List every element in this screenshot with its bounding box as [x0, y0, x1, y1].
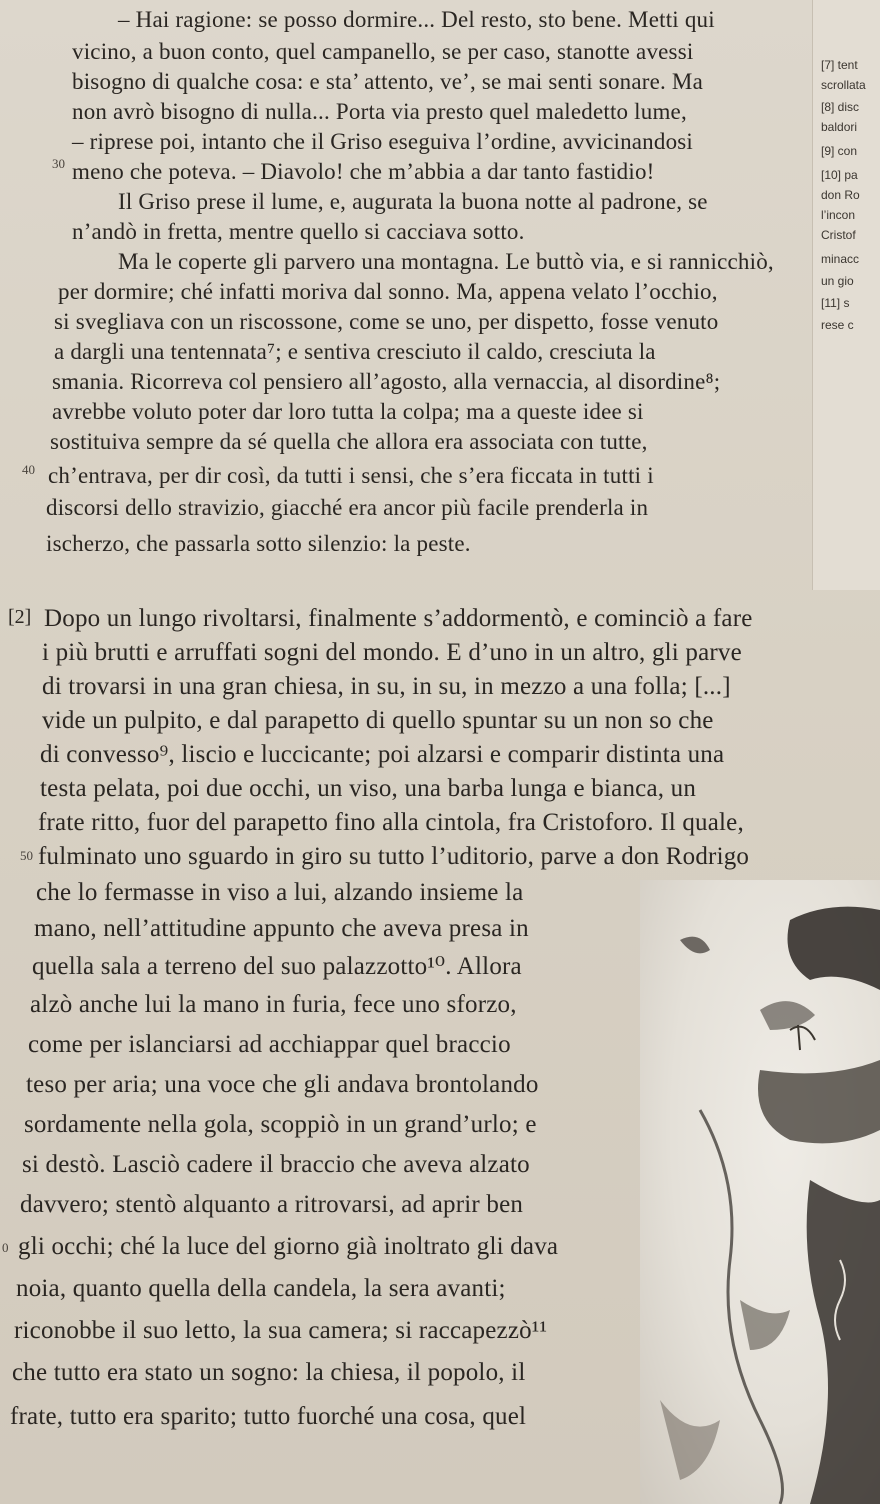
margin-note: [7] tent — [821, 58, 858, 72]
text-line: davvero; stentò alquanto a ritrovarsi, ad aprir ben — [20, 1191, 524, 1218]
text-line: Dopo un lungo rivoltarsi, finalmente s’addormentò, e cominciò a fare — [44, 605, 753, 632]
margin-note: [9] con — [821, 144, 858, 158]
margin-note: don Ro — [821, 188, 860, 202]
text-line: riconobbe il suo letto, la sua camera; si raccapezzò¹¹ — [14, 1317, 548, 1344]
text-line: avrebbe voluto poter dar loro tutta la colpa; ma a queste idee si — [52, 399, 644, 424]
text-line: non avrò bisogno di nulla... Porta via presto quel maledetto lume, — [72, 99, 687, 124]
text-line: bisogno di qualche cosa: e sta’ attento, ve’, se mai senti sonare. Ma — [72, 69, 703, 94]
text-line: n’andò in fretta, mentre quello si cacciava sotto. — [72, 219, 525, 244]
text-line: di convesso⁹, liscio e luccicante; poi alzarsi e comparir distinta una — [40, 741, 725, 768]
text-line: mano, nell’attitudine appunto che aveva presa in — [34, 915, 529, 942]
text-line: – riprese poi, intanto che il Griso eseguiva l’ordine, avvicinandosi — [72, 129, 694, 154]
text-line: di trovarsi in una gran chiesa, in su, in su, in mezzo a una folla; [...] — [42, 673, 731, 700]
margin-note: rese c — [821, 318, 854, 332]
margin-note: scrollata — [821, 78, 866, 92]
text-line: gli occhi; ché la luce del giorno già inoltrato gli dava — [18, 1233, 559, 1260]
text-line: per dormire; ché infatti moriva dal sonno. Ma, appena velato l’occhio, — [58, 279, 718, 304]
margin-note: Cristof — [821, 228, 856, 242]
margin-glossary — [812, 0, 880, 590]
line-number-60: 0 — [2, 1240, 9, 1255]
text-line: sordamente nella gola, scoppiò in un grand’urlo; e — [24, 1111, 537, 1138]
text-line: vide un pulpito, e dal parapetto di quello spuntar su un non so che — [42, 707, 714, 734]
margin-note: minacc — [821, 252, 860, 266]
text-line: alzò anche lui la mano in furia, fece uno sforzo, — [30, 991, 517, 1018]
text-line: discorsi dello stravizio, giacché era ancor più facile prenderla in — [46, 495, 649, 520]
text-line: si svegliava con un riscossone, come se uno, per dispetto, fosse venuto — [54, 309, 719, 334]
text-line: fulminato uno sguardo in giro su tutto l’uditorio, parve a don Rodrigo — [38, 843, 750, 870]
text-line: ch’entrava, per dir così, da tutti i sensi, che s’era ficcata in tutti i — [48, 463, 654, 488]
line-number-50: 50 — [20, 848, 33, 863]
text-line: ischerzo, che passarla sotto silenzio: la peste. — [46, 531, 471, 556]
text-line: meno che poteva. – Diavolo! che m’abbia a dar tanto fastidio! — [72, 159, 655, 184]
text-line: Ma le coperte gli parvero una montagna. Le buttò via, e si rannicchiò, — [118, 249, 774, 274]
text-line: sostituiva sempre da sé quella che allora era associata con tutte, — [50, 429, 648, 454]
text-line: che tutto era stato un sogno: la chiesa, il popolo, il — [12, 1359, 526, 1386]
engraving-illustration — [640, 880, 880, 1504]
text-line: teso per aria; una voce che gli andava brontolando — [26, 1071, 539, 1098]
text-line: smania. Ricorreva col pensiero all’agosto, alla vernaccia, al disordine⁸; — [52, 369, 721, 394]
line-number-30: 30 — [52, 156, 65, 171]
text-line: noia, quanto quella della candela, la sera avanti; — [16, 1275, 506, 1302]
margin-note: [10] pa — [821, 168, 858, 182]
text-line: si destò. Lasciò cadere il braccio che aveva alzato — [22, 1151, 530, 1178]
text-line: come per islanciarsi ad acchiappar quel braccio — [28, 1031, 511, 1058]
text-line: che lo fermasse in viso a lui, alzando insieme la — [36, 879, 524, 906]
margin-note: baldori — [821, 120, 858, 134]
margin-note: [11] s — [821, 296, 850, 310]
text-line: a dargli una tentennata⁷; e sentiva cresciuto il caldo, cresciuta la — [54, 339, 656, 364]
text-line: quella sala a terreno del suo palazzotto¹⁰. Allora — [32, 953, 522, 980]
text-line: Il Griso prese il lume, e, augurata la buona notte al padrone, se — [118, 189, 708, 214]
margin-note: un gio — [821, 274, 854, 288]
paragraph-marker: [2] — [8, 606, 32, 628]
text-line: frate, tutto era sparito; tutto fuorché una cosa, quel — [10, 1403, 527, 1430]
illustration-sketch — [640, 880, 880, 1504]
line-number-40: 40 — [22, 462, 35, 477]
text-line: testa pelata, poi due occhi, un viso, una barba lunga e bianca, un — [40, 775, 697, 802]
margin-note: [8] disc — [821, 100, 860, 114]
text-line: vicino, a buon conto, quel campanello, se per caso, stanotte avessi — [72, 39, 694, 64]
margin-note: l’incon — [821, 208, 856, 222]
text-line: – Hai ragione: se posso dormire... Del resto, sto bene. Metti qui — [118, 7, 715, 32]
text-line: i più brutti e arruffati sogni del mondo. E d’uno in un altro, gli parve — [42, 639, 742, 666]
text-line: frate ritto, fuor del parapetto fino alla cintola, fra Cristoforo. Il quale, — [38, 809, 744, 836]
